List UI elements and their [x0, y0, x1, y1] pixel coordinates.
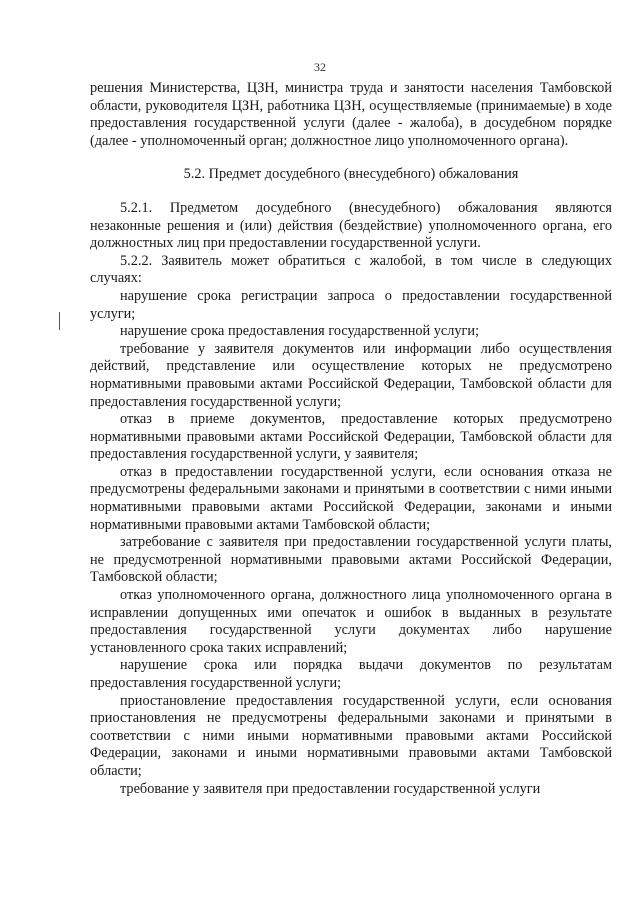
list-item: нарушение срока или порядка выдачи документов по результатам предоставления государственной услуги; — [90, 657, 612, 691]
list-item: нарушение срока предоставления государственной услуги; — [120, 323, 480, 340]
margin-mark — [59, 312, 60, 330]
document-body — [90, 80, 612, 798]
list-item: требование у заявителя при предоставлении государственной услуги — [120, 780, 541, 797]
section-title: 5.2. Предмет досудебного (внесудебного) обжалования — [183, 166, 519, 183]
list-item: требование у заявителя документов или информации либо осуществления действий, представление или осуществление которых не предусмотрено нормативными правовыми актами Российской Федерации, Тамбовской области для предоставления государственной услуги; — [90, 340, 612, 410]
list-item: нарушение срока регистрации запроса о предоставлении государственной услуги; — [90, 287, 612, 322]
paragraph-continuation: решения Министерства, ЦЗН, министра труда и занятости населения Тамбовской области, руководителя ЦЗН, работника ЦЗН, осуществляемые (принимаемые) в ходе предоставления государственной услуги (далее - жалоба), в досудебном порядке (далее - уполномоченный орган; должностное лицо уполномоченного органа). — [90, 80, 612, 149]
paragraph: 5.2.1. Предметом досудебного (внесудебного) обжалования являются незаконные решения и (или) действия (бездействие) уполномоченного органа, его должностных лиц при предоставлении государственной услуги. — [90, 199, 612, 252]
paragraph: 5.2.2. Заявитель может обратиться с жалобой, в том числе в следующих случаях: — [90, 252, 612, 287]
list-item: отказ уполномоченного органа, должностного лица уполномоченного органа в исправлении допущенных ими опечаток и ошибок в выданных в результате предоставления государственной услуги документах либо нарушение установленного срока таких исправлений; — [90, 587, 612, 656]
page-number: 32 — [314, 60, 326, 74]
list-item: отказ в предоставлении государственной услуги, если основания отказа не предусмотрены федеральными законами и принятыми в соответствии с ними иными нормативными правовыми актами Российской Федерации, законами и иными нормативными правовыми актами Тамбовской области; — [90, 463, 612, 533]
list-item: отказ в приеме документов, предоставление которых предусмотрено нормативными правовыми актами Российской Федерации, Тамбовской области для предоставления государственной услуги, у заявителя; — [90, 411, 612, 463]
list-item: затребование с заявителя при предоставлении государственной услуги платы, не предусмотренной нормативными правовыми актами Российской Федерации, Тамбовской области; — [90, 534, 612, 586]
list-item: приостановление предоставления государственной услуги, если основания приостановления не предусмотрены федеральными законами и принятыми в соответствии с ними иными нормативными правовыми актами Российской Федерации, законами и иными нормативными правовыми актами Тамбовской области; — [90, 692, 612, 779]
